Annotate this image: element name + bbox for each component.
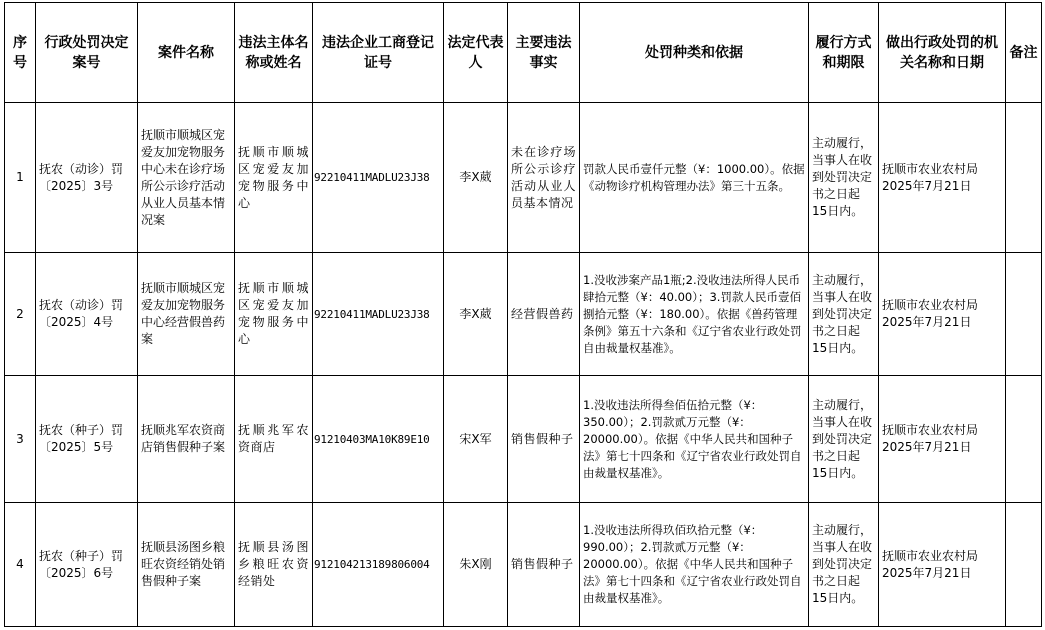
header-authority: 做出行政处罚的机关名称和日期 (879, 3, 1006, 103)
cell-reg-no: 91210403MA10K89E10 (313, 376, 444, 503)
header-penalty: 处罚种类和依据 (580, 3, 809, 103)
cell-facts: 销售假种子 (508, 376, 580, 503)
cell-case-no: 抚农（动诊）罚〔2025〕4号 (36, 253, 138, 376)
header-facts: 主要违法事实 (508, 3, 580, 103)
cell-case-no: 抚农（种子）罚〔2025〕6号 (36, 503, 138, 627)
cell-method: 主动履行，当事人在收到处罚决定书之日起15日内。 (809, 376, 879, 503)
cell-subject: 抚顺市顺城区宠爱友加宠物服务中心 (235, 253, 313, 376)
cell-seq: 4 (5, 503, 36, 627)
cell-authority: 抚顺市农业农村局2025年7月21日 (879, 103, 1006, 253)
header-seq: 序号 (5, 3, 36, 103)
cell-reg-no: 92210411MADLU23J38 (313, 103, 444, 253)
cell-legal-rep: 宋X军 (444, 376, 508, 503)
cell-case-name: 抚顺市顺城区宠爱友加宠物服务中心经营假兽药案 (138, 253, 235, 376)
cell-method: 主动履行，当事人在收到处罚决定书之日起15日内。 (809, 103, 879, 253)
header-case-no: 行政处罚决定案号 (36, 3, 138, 103)
cell-reg-no: 912104213189806004 (313, 503, 444, 627)
table-row (5, 103, 1042, 253)
table-row (5, 376, 1042, 503)
cell-penalty: 罚款人民币壹仟元整（¥：1000.00）。依据《动物诊疗机构管理办法》第三十五条。 (580, 103, 809, 253)
cell-penalty: 1.没收违法所得玖佰玖拾元整（¥：990.00）；2.罚款贰万元整（¥：20000.00）。依据《中华人民共和国种子法》第七十四条和《辽宁省农业行政处罚自由裁量权基准》。 (580, 503, 809, 627)
header-legal-rep: 法定代表人 (444, 3, 508, 103)
cell-facts: 未在诊疗场所公示诊疗活动从业人员基本情况 (508, 103, 580, 253)
cell-penalty: 1.没收违法所得叁佰伍拾元整（¥：350.00）；2.罚款贰万元整（¥：20000.00）。依据《中华人民共和国种子法》第七十四条和《辽宁省农业行政处罚自由裁量权基准》。 (580, 376, 809, 503)
cell-authority: 抚顺市农业农村局2025年7月21日 (879, 376, 1006, 503)
cell-case-name: 抚顺县汤图乡粮旺农资经销处销售假种子案 (138, 503, 235, 627)
cell-seq: 1 (5, 103, 36, 253)
cell-reg-no: 92210411MADLU23J38 (313, 253, 444, 376)
cell-subject: 抚顺县汤图乡粮旺农资经销处 (235, 503, 313, 627)
cell-remark (1006, 103, 1042, 253)
penalty-table (4, 2, 1042, 627)
cell-authority: 抚顺市农业农村局2025年7月21日 (879, 253, 1006, 376)
header-case-name: 案件名称 (138, 3, 235, 103)
cell-subject: 抚顺兆军农资商店 (235, 376, 313, 503)
cell-legal-rep: 李X葳 (444, 103, 508, 253)
cell-remark (1006, 503, 1042, 627)
cell-facts: 经营假兽药 (508, 253, 580, 376)
cell-facts: 销售假种子 (508, 503, 580, 627)
cell-seq: 2 (5, 253, 36, 376)
cell-authority: 抚顺市农业农村局2025年7月21日 (879, 503, 1006, 627)
cell-case-no: 抚农（种子）罚〔2025〕5号 (36, 376, 138, 503)
cell-case-name: 抚顺市顺城区宠爱友加宠物服务中心未在诊疗场所公示诊疗活动从业人员基本情况案 (138, 103, 235, 253)
cell-subject: 抚顺市顺城区宠爱友加宠物服务中心 (235, 103, 313, 253)
cell-penalty: 1.没收涉案产品1瓶;2.没收违法所得人民币肆拾元整（¥：40.00）；3.罚款人民币壹佰捌拾元整（¥：180.00）。依据《兽药管理条例》第五十六条和《辽宁省农业行政处罚自由裁量权基准》。 (580, 253, 809, 376)
header-reg-no: 违法企业工商登记证号 (313, 3, 444, 103)
cell-legal-rep: 李X葳 (444, 253, 508, 376)
cell-legal-rep: 朱X刚 (444, 503, 508, 627)
header-remark: 备注 (1006, 3, 1042, 103)
cell-seq: 3 (5, 376, 36, 503)
cell-method: 主动履行，当事人在收到处罚决定书之日起15日内。 (809, 503, 879, 627)
cell-remark (1006, 253, 1042, 376)
table-row (5, 253, 1042, 376)
cell-case-no: 抚农（动诊）罚〔2025〕3号 (36, 103, 138, 253)
cell-method: 主动履行，当事人在收到处罚决定书之日起15日内。 (809, 253, 879, 376)
table-row (5, 503, 1042, 627)
header-row (5, 3, 1042, 103)
cell-remark (1006, 376, 1042, 503)
cell-case-name: 抚顺兆军农资商店销售假种子案 (138, 376, 235, 503)
header-subject: 违法主体名称或姓名 (235, 3, 313, 103)
header-method: 履行方式和期限 (809, 3, 879, 103)
